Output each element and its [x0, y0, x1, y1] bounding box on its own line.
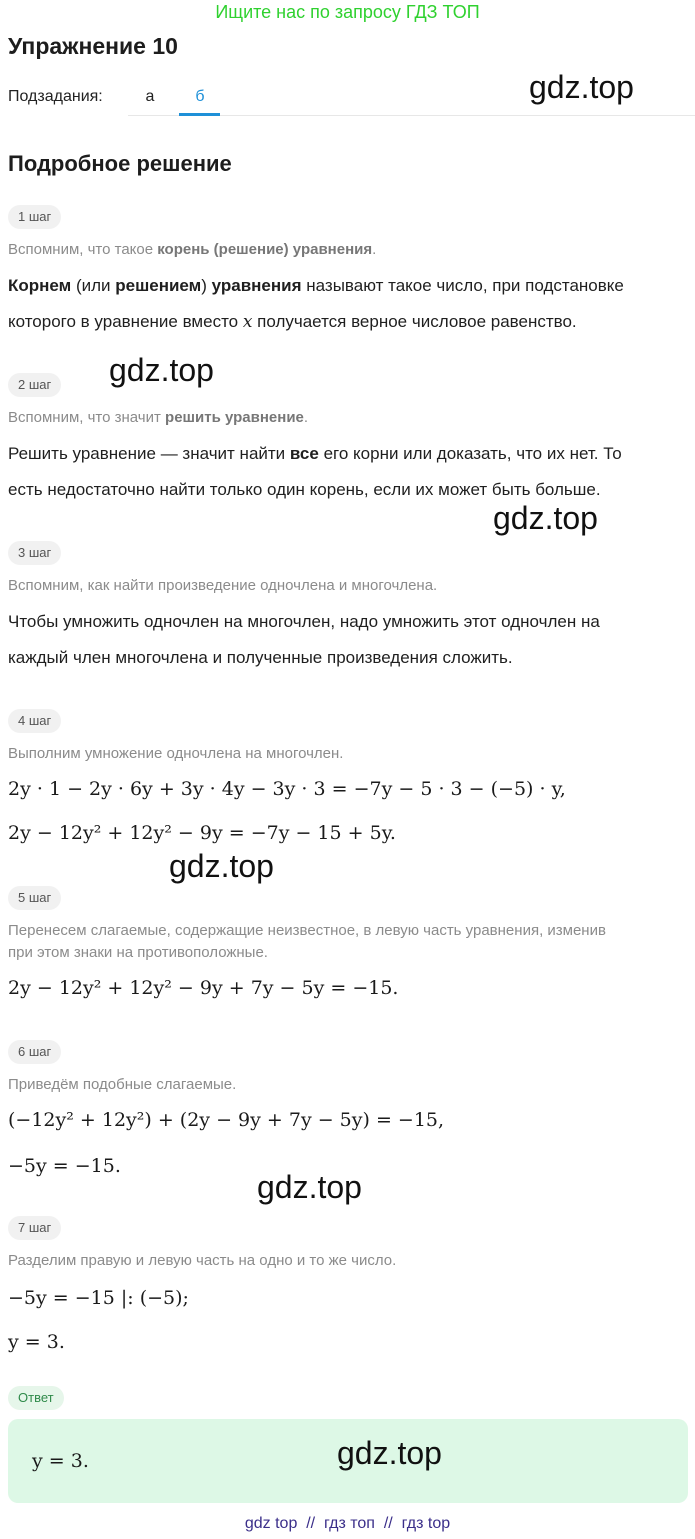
step-hint: Приведём подобные слагаемые. — [8, 1076, 237, 1093]
active-tab-indicator — [179, 113, 220, 116]
equation: (−12y² + 12y²) + (2y − 9y + 7y − 5y) = −15, — [8, 1109, 445, 1131]
footer-separator: // — [383, 1515, 393, 1532]
answer-badge: Ответ — [8, 1386, 64, 1410]
step-badge: 6 шаг — [8, 1040, 61, 1064]
watermark: gdz.top — [109, 352, 214, 388]
step-text: Чтобы умножить одночлен на многочлен, надо умножить этот одночлен на — [8, 612, 600, 631]
subtask-tab-b[interactable]: б — [195, 88, 205, 105]
step-text: есть недостаточно найти только один корень, если их может быть больше. — [8, 480, 601, 499]
footer-link[interactable]: гдз top — [401, 1515, 451, 1532]
step-badge: 2 шаг — [8, 373, 61, 397]
subtasks-label: Подзадания: — [8, 88, 103, 105]
step-hint: Вспомним, что значит решить уравнение. — [8, 409, 309, 426]
watermark: gdz.top — [493, 500, 598, 536]
watermark: gdz.top — [337, 1435, 442, 1471]
step-hint: Выполним умножение одночлена на многочлен. — [8, 745, 344, 762]
step-badge: 3 шаг — [8, 541, 61, 565]
step-text: которого в уравнение вместо x получается верное числовое равенство. — [8, 312, 577, 332]
step-hint: Разделим правую и левую часть на одно и то же число. — [8, 1252, 397, 1269]
watermark: gdz.top — [169, 848, 274, 884]
watermark: gdz.top — [529, 69, 634, 105]
exercise-title: Упражнение 10 — [8, 33, 178, 59]
step-text: Корнем (или решением) уравнения называют такое число, при подстановке — [8, 276, 624, 295]
step-hint: Вспомним, как найти произведение одночлена и многочлена. — [8, 577, 438, 594]
step-badge: 7 шаг — [8, 1216, 61, 1240]
search-banner: Ищите нас по запросу ГДЗ ТОП — [215, 2, 480, 22]
equation: −5y = −15. — [8, 1155, 121, 1177]
step-badge: 4 шаг — [8, 709, 61, 733]
step-text: каждый член многочлена и полученные произведения сложить. — [8, 648, 513, 667]
footer-link[interactable]: gdz top — [244, 1515, 298, 1532]
subtask-tab-a[interactable]: а — [145, 88, 155, 105]
footer-links — [0, 1512, 695, 1536]
equation: y = 3. — [8, 1331, 65, 1353]
step-hint: при этом знаки на противоположные. — [8, 944, 268, 961]
answer-value: y = 3. — [32, 1450, 89, 1472]
equation: 2y − 12y² + 12y² − 9y = −7y − 15 + 5y. — [8, 822, 396, 844]
watermark: gdz.top — [257, 1169, 362, 1205]
step-hint: Вспомним, что такое корень (решение) уравнения. — [8, 241, 377, 258]
footer-link[interactable]: гдз топ — [324, 1515, 375, 1532]
step-badge: 5 шаг — [8, 886, 61, 910]
step-hint: Перенесем слагаемые, содержащие неизвестное, в левую часть уравнения, изменив — [8, 922, 606, 939]
footer-separator: // — [306, 1515, 316, 1532]
equation: 2y − 12y² + 12y² − 9y + 7y − 5y = −15. — [8, 977, 399, 999]
equation: −5y = −15 |: (−5); — [8, 1287, 189, 1309]
solution-heading: Подробное решение — [8, 151, 232, 176]
step-badge: 1 шаг — [8, 205, 61, 229]
step-text: Решить уравнение — значит найти все его корни или доказать, что их нет. То — [8, 444, 622, 463]
equation: 2y · 1 − 2y · 6y + 3y · 4y − 3y · 3 = −7y − 5 · 3 − (−5) · y, — [8, 778, 566, 800]
